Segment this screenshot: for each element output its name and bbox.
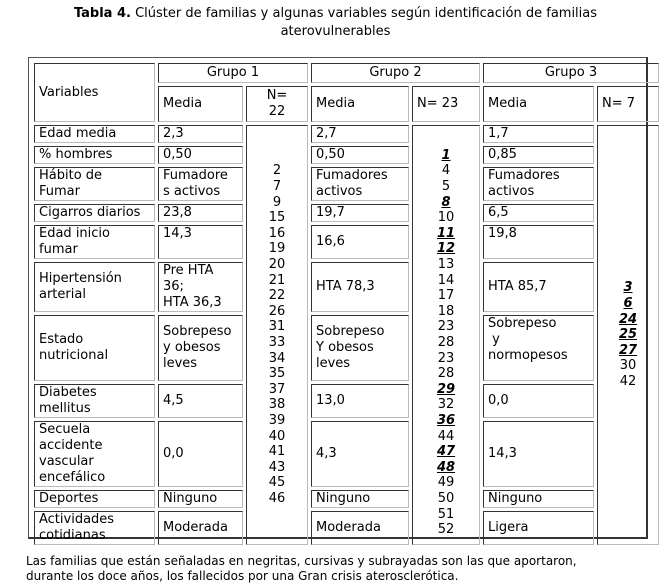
caption-label: Tabla 4.	[73, 6, 131, 21]
cell-line: Sobrepeso	[163, 324, 232, 339]
family-id-highlighted: 6	[623, 296, 633, 312]
row-label: Deportes	[34, 490, 155, 508]
cell-g2: 4,3	[311, 421, 409, 487]
row-label-line: fumar	[39, 242, 78, 257]
family-id: 2	[272, 163, 282, 179]
cell-g1: 2,3	[158, 125, 243, 143]
row-label	[34, 315, 155, 381]
family-id: 4	[441, 163, 451, 179]
cell-line: y	[488, 332, 500, 347]
group-2-ids	[412, 125, 480, 545]
cell-line: leves	[316, 356, 351, 371]
family-id-highlighted: 24	[618, 311, 638, 327]
family-id: 28	[437, 335, 455, 350]
row-label-line: mellitus	[39, 401, 91, 416]
family-id-highlighted: 11	[436, 225, 456, 241]
row-label: Edad media	[34, 125, 155, 143]
cell-g1: 0,50	[158, 146, 243, 164]
row-label	[34, 384, 155, 418]
family-id: 23	[437, 350, 455, 366]
caption-line-2: aterovulnerables	[280, 24, 391, 39]
family-id: 39	[268, 412, 286, 428]
family-id: 30	[619, 358, 637, 374]
family-id: 14	[437, 272, 455, 288]
family-id: 5	[441, 179, 451, 195]
cell-g3: 0,0	[483, 384, 594, 418]
cell-g2: Ninguno	[311, 490, 409, 508]
family-id: 28	[437, 366, 455, 382]
row-label-line: nutricional	[39, 348, 109, 363]
family-id-highlighted: 12	[436, 241, 456, 257]
family-id-highlighted: 47	[436, 444, 456, 460]
header-group-2: Grupo 2	[311, 63, 480, 83]
caption-text: Clúster de familias y algunas variables según identificación de familias	[130, 6, 598, 21]
cell-g1: 23,8	[158, 204, 243, 222]
cell-g2: 2,7	[311, 125, 409, 143]
family-id: 49	[437, 475, 455, 491]
header-group-3: Grupo 3	[483, 63, 659, 83]
row-label-line: Hipertensión	[39, 271, 122, 286]
cell-g3: HTA 85,7	[483, 262, 594, 312]
cell-g1: 0,0	[158, 421, 243, 487]
group-3-ids	[597, 125, 659, 545]
family-id: 9	[272, 194, 282, 210]
family-id-highlighted: 25	[618, 327, 638, 343]
family-id-highlighted: 27	[618, 342, 638, 358]
row-label	[34, 511, 155, 545]
footnote-line-2: durante los doce años, los fallecidos por una Gran crisis aterosclerótica.	[26, 569, 459, 583]
cell-line: y obesos	[163, 340, 221, 355]
family-id: 46	[268, 490, 286, 506]
family-id	[417, 132, 475, 148]
cell-line: Pre HTA	[163, 263, 214, 278]
family-id: 50	[437, 490, 455, 506]
cell-g2: 16,6	[311, 225, 409, 259]
footnote-line-1: Las familias que están señaladas en negritas, cursivas y subrayadas son las que aportaron,	[26, 554, 577, 568]
cell-g1	[158, 262, 243, 312]
family-id-highlighted: 29	[436, 381, 456, 397]
header-group-1: Grupo 1	[158, 63, 308, 83]
family-id: 37	[268, 381, 286, 397]
row-label-line: Hábito de	[39, 168, 103, 183]
family-id: 23	[437, 319, 455, 335]
cell-g3: 1,7	[483, 125, 594, 143]
row-label-line: accidente	[39, 438, 103, 453]
family-id: 19	[268, 241, 286, 257]
header-media-1: Media	[158, 86, 243, 122]
cell-g1: 14,3	[158, 225, 243, 259]
family-id-highlighted: 8	[441, 194, 451, 210]
cell-line: activos	[488, 184, 535, 199]
header-n-1-b: 22	[268, 104, 286, 119]
cell-g3	[483, 315, 594, 381]
family-id: 15	[268, 210, 286, 226]
family-id: 17	[437, 288, 455, 304]
row-label-line: cotidianas	[39, 528, 106, 543]
cell-g3: Ninguno	[483, 490, 594, 508]
family-id: 16	[268, 225, 286, 241]
cell-g3: 19,8	[483, 225, 594, 259]
row-label	[34, 421, 155, 487]
family-id: 35	[268, 366, 286, 382]
header-variables: Variables	[34, 63, 155, 122]
header-media-3: Media	[483, 86, 594, 122]
cell-g1: Ninguno	[158, 490, 243, 508]
family-id: 43	[268, 459, 286, 475]
cell-line: normopesos	[488, 348, 568, 363]
cell-g1: 4,5	[158, 384, 243, 418]
cell-g3: 0,85	[483, 146, 594, 164]
row-label-line: Edad inicio	[39, 226, 110, 241]
cell-line: leves	[163, 356, 198, 371]
family-id: 34	[268, 350, 286, 366]
group-1-ids	[246, 125, 308, 545]
row-label-line: Estado	[39, 332, 84, 347]
family-id: 44	[437, 428, 455, 444]
family-id: 21	[268, 272, 286, 288]
header-n-2: N= 23	[412, 86, 480, 122]
family-id-highlighted: 36	[436, 412, 456, 428]
family-id: 38	[268, 397, 286, 413]
family-id: 52	[437, 522, 455, 538]
row-label-line: Actividades	[39, 512, 115, 527]
cell-line: Fumadores	[316, 168, 388, 183]
cell-line: Fumadores	[488, 168, 560, 183]
row-label-line: Secuela	[39, 422, 91, 437]
cell-line: Sobrepeso	[488, 316, 557, 331]
data-table	[31, 60, 662, 548]
cell-g3: Ligera	[483, 511, 594, 545]
cell-g1	[158, 315, 243, 381]
cell-line: Fumadore	[163, 168, 228, 183]
family-id: 22	[268, 288, 286, 304]
family-id: 18	[437, 303, 455, 319]
header-n-1-a: N=	[266, 88, 288, 103]
cell-g3	[483, 167, 594, 201]
family-id: 10	[437, 210, 455, 226]
cell-line: Sobrepeso	[316, 324, 385, 339]
cell-g2	[311, 167, 409, 201]
family-id: 33	[268, 335, 286, 350]
cell-g2: 13,0	[311, 384, 409, 418]
header-n-1	[246, 86, 308, 122]
header-media-2: Media	[311, 86, 409, 122]
row-label: % hombres	[34, 146, 155, 164]
cell-g3: 14,3	[483, 421, 594, 487]
caption-line-1	[0, 5, 671, 23]
cell-g1: Moderada	[158, 511, 243, 545]
family-id: 41	[268, 444, 286, 460]
row-label	[34, 225, 155, 259]
cell-g2: 0,50	[311, 146, 409, 164]
row-label-line: encefálico	[39, 470, 106, 485]
header-n-3: N= 7	[597, 86, 659, 122]
row-label: Cigarros diarios	[34, 204, 155, 222]
family-id: 32	[437, 397, 455, 413]
family-id: 42	[619, 373, 637, 389]
cell-g3: 6,5	[483, 204, 594, 222]
cell-g2: Moderada	[311, 511, 409, 545]
family-id: 7	[272, 179, 282, 195]
cell-line: Y obesos	[316, 340, 374, 355]
family-id: 40	[268, 428, 286, 444]
family-id-highlighted: 3	[623, 280, 633, 296]
cell-g2: 19,7	[311, 204, 409, 222]
row-label-line: vascular	[39, 454, 94, 469]
cell-line: activos	[316, 184, 363, 199]
row-label-line: Fumar	[39, 184, 80, 199]
row-label-line: Diabetes	[39, 385, 97, 400]
table-caption	[0, 5, 671, 41]
family-id: 13	[437, 257, 455, 273]
cell-g2	[311, 315, 409, 381]
family-id-highlighted: 1	[441, 147, 451, 163]
row-label-line: arterial	[39, 287, 86, 302]
cell-line: s activos	[163, 184, 221, 199]
footnote	[26, 554, 666, 584]
cell-line: 36;	[163, 279, 184, 294]
family-id: 26	[268, 303, 286, 319]
family-id: 31	[268, 319, 286, 335]
cell-g2: HTA 78,3	[311, 262, 409, 312]
cell-g1	[158, 167, 243, 201]
family-id: 20	[268, 257, 286, 273]
family-id: 45	[268, 475, 286, 491]
family-id: 51	[437, 506, 455, 522]
cell-line: HTA 36,3	[163, 295, 222, 310]
row-label	[34, 262, 155, 312]
family-id-highlighted: 48	[436, 459, 456, 475]
row-label	[34, 167, 155, 201]
